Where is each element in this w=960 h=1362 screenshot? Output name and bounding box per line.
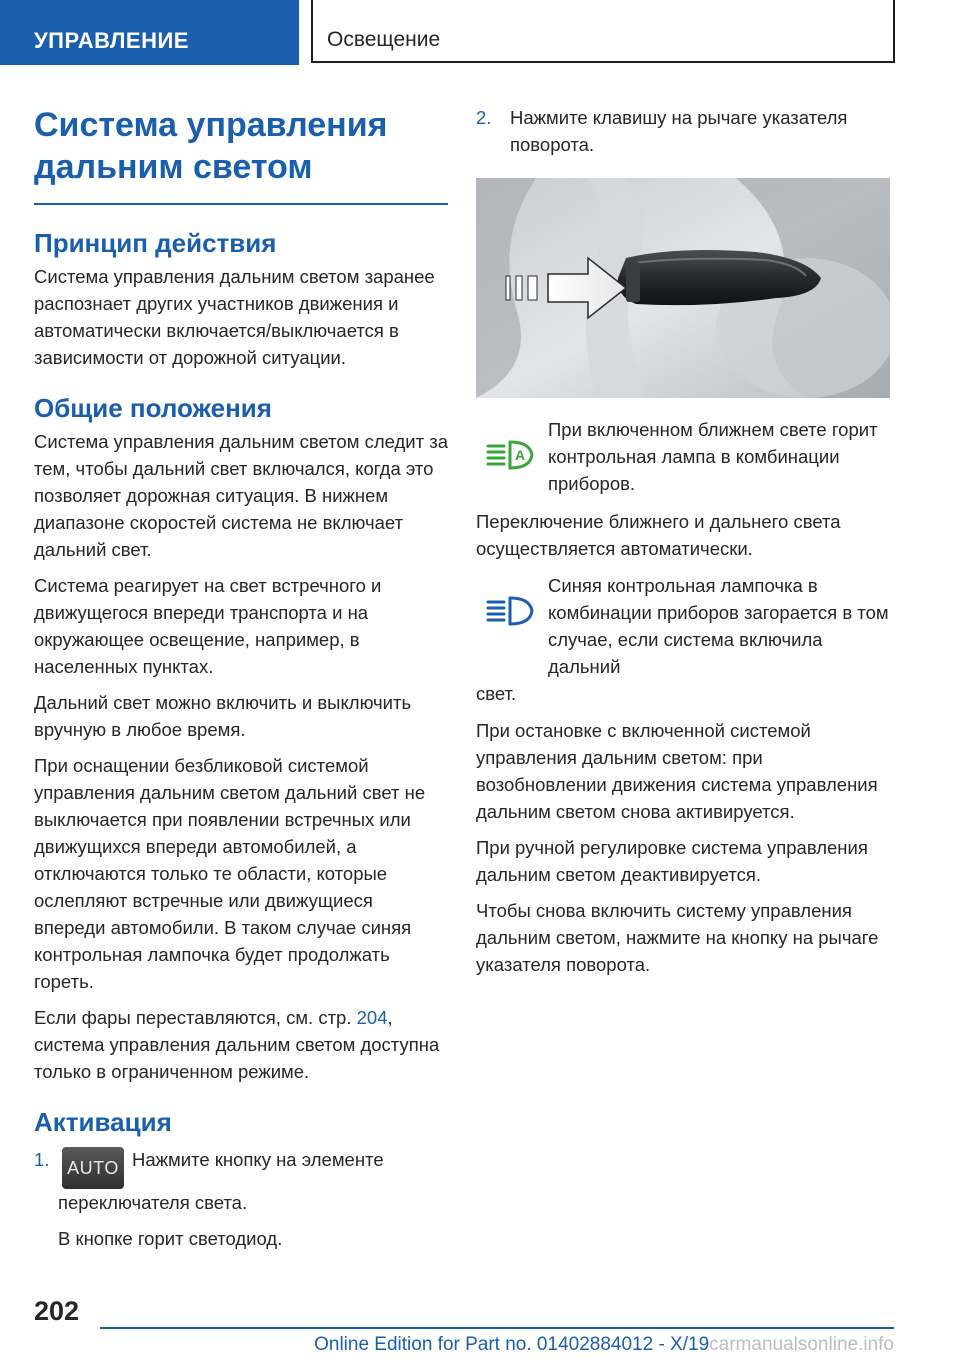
right-column <box>476 104 894 987</box>
paragraph-general-3: Дальний свет можно включить и выключить вручную в любое время. <box>34 692 412 740</box>
heading-general: Общие положения <box>34 393 272 423</box>
step-1 <box>34 1146 448 1216</box>
step-1-number: 1. <box>34 1149 50 1170</box>
step-1-note-text: В кнопке горит светодиод. <box>58 1228 283 1249</box>
step-1-text: Нажмите кнопку на элементе переключателя света. <box>58 1149 384 1213</box>
auto-button-icon: AUTO <box>62 1147 124 1189</box>
indicator-green-text: При включенном ближнем свете горит контрольная лампа в комбинации приборов. <box>548 419 878 494</box>
paragraph-general-5 <box>34 1004 448 1085</box>
step-2 <box>476 104 894 158</box>
indicator-blue-text-cont: свет. <box>476 683 517 704</box>
step-2-number: 2. <box>476 107 492 128</box>
left-column <box>34 104 448 1261</box>
blue-high-beam-icon <box>480 590 536 630</box>
paragraph-principle: Система управления дальним светом заранее распознает других участников движения и автоматически включается/выключается в зависимости от дорожной ситуации. <box>34 266 435 368</box>
page-title: Система управления дальним светом <box>34 106 388 186</box>
paragraph-stop: При остановке с включенной системой управления дальним светом: при возобновлении движения система управления дальним светом снова активируется. <box>476 720 878 822</box>
paragraph-general-1: Система управления дальним светом следит за тем, чтобы дальний свет включался, когда это позволяет дорожная ситуация. В нижнем диапазоне скоростей система не включает дальний свет. <box>34 431 449 560</box>
green-high-beam-assist-icon <box>480 434 536 474</box>
svg-text:A: A <box>515 447 526 463</box>
paragraph-manual: При ручной регулировке система управления дальним светом деактивируется. <box>476 837 868 885</box>
page-number: 202 <box>34 1296 80 1326</box>
step-2-text: Нажмите клавишу на рычаге указателя поворота. <box>510 107 848 155</box>
paragraph-general-2: Система реагирует на свет встречного и движущегося впереди транспорта и на окружающее освещение, например, в населенных пунктах. <box>34 575 382 677</box>
indicator-blue-text: Синяя контрольная лампочка в комбинации приборов загорается в том случае, если система включила дальний <box>548 575 889 677</box>
heading-activation: Активация <box>34 1107 172 1137</box>
indicator-row-green <box>476 416 894 500</box>
header-subsection: Освещение <box>311 0 895 63</box>
indicator-row-blue <box>476 572 894 707</box>
page-reference-link[interactable]: 204 <box>356 1007 388 1028</box>
paragraph-general-5-b: , система управления дальним светом доступна только в ограниченном режиме. <box>34 1007 440 1082</box>
heading-principle: Принцип действия <box>34 228 277 258</box>
paragraph-reenable: Чтобы снова включить систему управления дальним светом, нажмите на кнопку на рычаге указателя поворота. <box>476 900 879 975</box>
footer-watermark: carmanualsonline.info <box>709 1334 894 1355</box>
title-divider <box>34 203 448 205</box>
footer-edition <box>314 1334 894 1356</box>
lever-illustration <box>476 178 890 398</box>
footer-divider <box>100 1327 894 1329</box>
paragraph-general-5-a: Если фары переставляются, см. стр. <box>34 1007 357 1028</box>
header-section-tab: УПРАВЛЕНИЕ <box>0 0 299 65</box>
paragraph-general-4: При оснащении безбликовой системой управления дальним светом дальний свет не выключается при появлении встречных или движущихся впереди автомобилей, а отключаются только те области, которые ослепляют встречные или движущиеся впереди автомобили. В таком случае синяя контрольная лампочка будет продолжать гореть. <box>34 755 426 992</box>
step-1-note <box>34 1225 448 1252</box>
paragraph-switch: Переключение ближнего и дальнего света осуществляется автоматически. <box>476 511 841 559</box>
footer-edition-text: Online Edition for Part no. 01402884012 - X/19 <box>314 1334 710 1355</box>
turn-signal-lever-photo <box>476 178 890 398</box>
